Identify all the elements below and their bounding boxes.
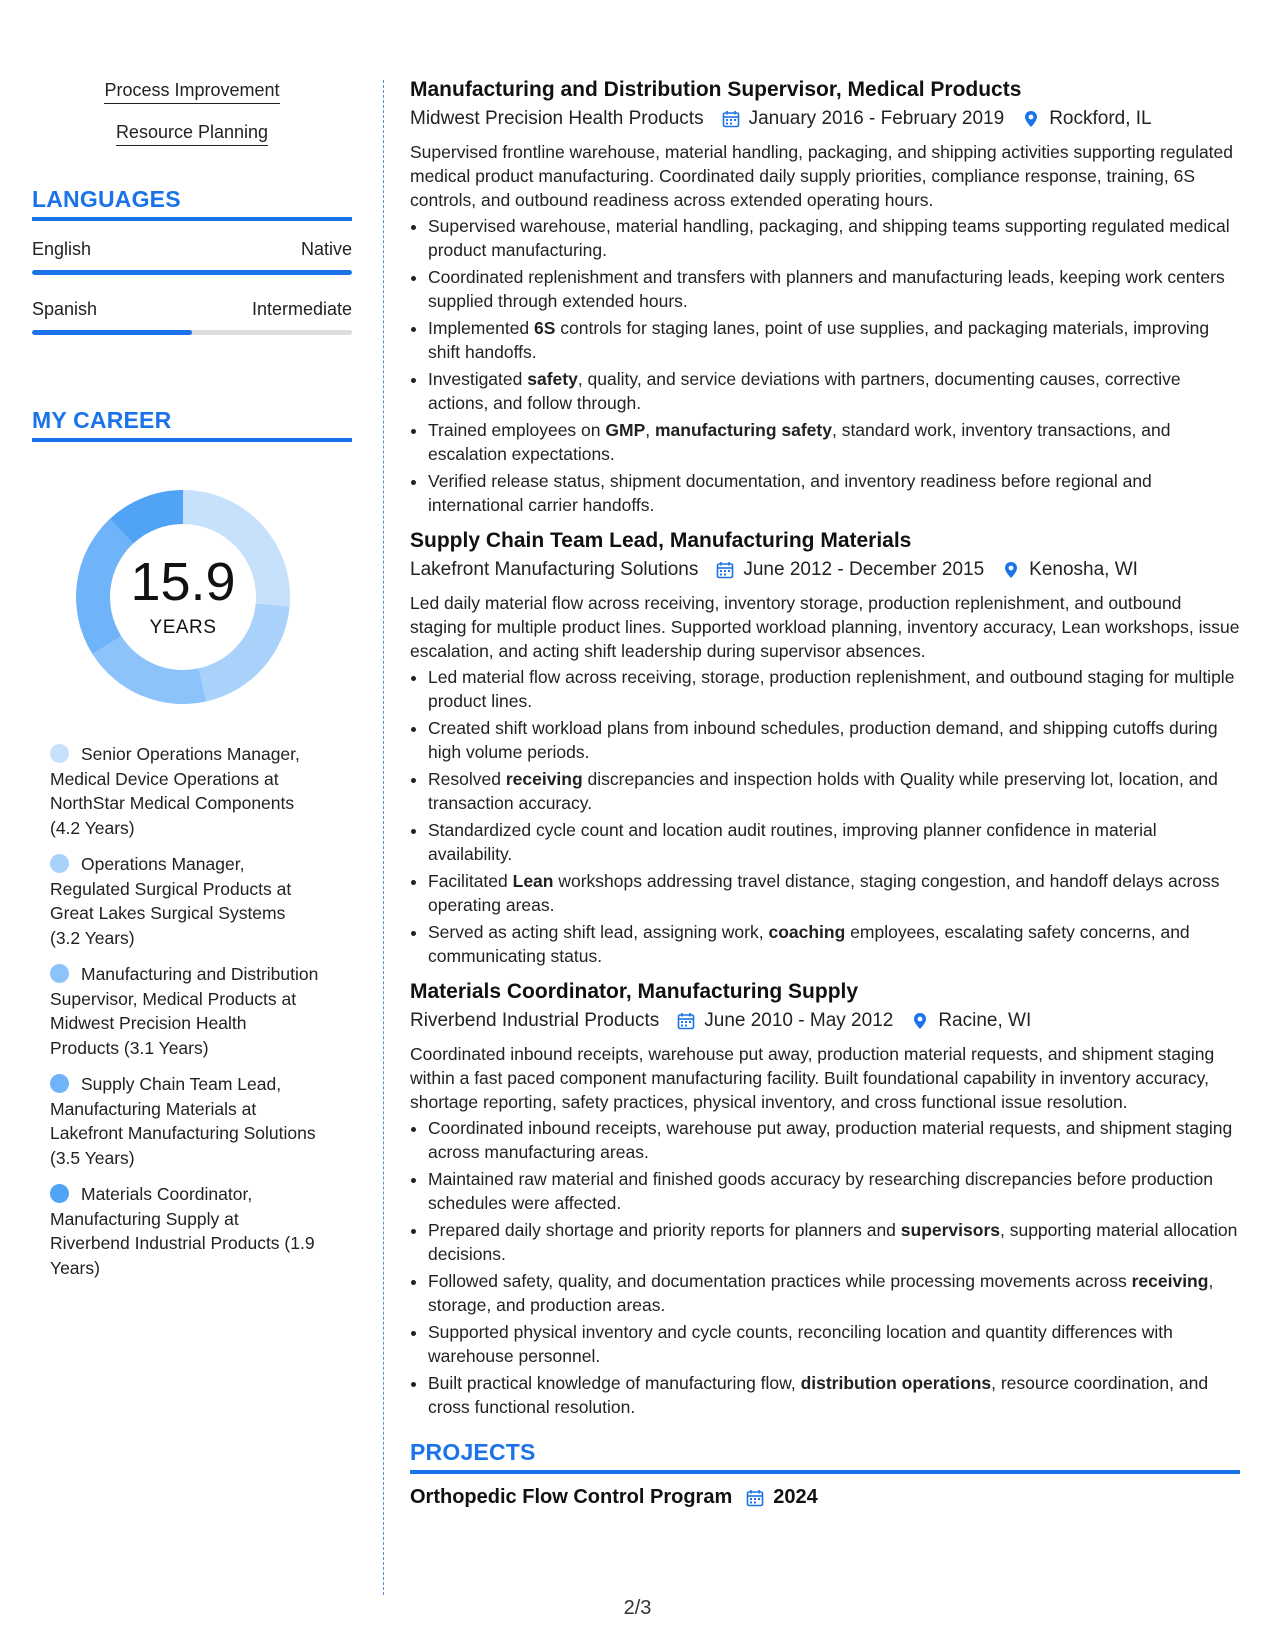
job-bullets xyxy=(410,1116,1240,1419)
job-title: Materials Coordinator, Manufacturing Supply xyxy=(410,980,859,1003)
skills-list xyxy=(32,80,352,146)
job-bullet: • Led material flow across receiving, storage, production replenishment, and outbound staging for multiple product lines. xyxy=(428,665,1240,713)
language-level: Native xyxy=(300,239,352,259)
career-donut-chart xyxy=(68,482,298,712)
bullet-keyword: 6S xyxy=(534,318,556,338)
bullet-keyword: supervisors xyxy=(900,1220,1000,1240)
projects-section xyxy=(410,1439,1240,1509)
job-meta xyxy=(410,108,1240,130)
project-year: 2024 xyxy=(773,1486,818,1508)
job-title: Manufacturing and Distribution Supervisor, Medical Products xyxy=(410,78,1022,101)
map-pin-icon xyxy=(1002,561,1020,579)
career-legend-item xyxy=(50,1072,320,1170)
job-meta xyxy=(410,1010,1240,1032)
legend-dot xyxy=(50,854,69,873)
career-section xyxy=(32,407,352,1280)
main-content xyxy=(410,78,1240,1509)
calendar-icon xyxy=(716,561,734,579)
experience-item xyxy=(410,980,1240,1419)
legend-label: Supply Chain Team Lead, Manufacturing Materials at Lakefront Manufacturing Solutions (3.5 Years) xyxy=(50,1074,316,1168)
legend-dot xyxy=(50,1184,69,1203)
legend-label: Senior Operations Manager, Medical Device Operations at NorthStar Medical Components (4.2 Years) xyxy=(50,744,300,838)
job-bullets xyxy=(410,214,1240,517)
job-bullet: • Investigated safety, quality, and service deviations with partners, documenting causes, corrective actions, and follow through. xyxy=(428,367,1240,415)
sidebar xyxy=(32,80,352,1292)
career-total xyxy=(68,482,298,712)
languages-section xyxy=(32,186,352,335)
career-total-value: 15.9 xyxy=(130,552,236,612)
page-number: 2/3 xyxy=(623,1597,652,1619)
project-name: Orthopedic Flow Control Program xyxy=(410,1486,733,1508)
map-pin-icon xyxy=(1022,110,1040,128)
legend-dot xyxy=(50,964,69,983)
job-location: Rockford, IL xyxy=(1049,108,1152,129)
job-title: Supply Chain Team Lead, Manufacturing Materials xyxy=(410,529,912,552)
job-bullet: • Served as acting shift lead, assigning work, coaching employees, escalating safety concerns, and communicating status. xyxy=(428,920,1240,968)
skill-label: Process Improvement xyxy=(104,80,279,104)
language-proficiency-fill xyxy=(32,270,352,275)
job-bullet: • Followed safety, quality, and documentation practices while processing movements across receiving, storage, and production areas. xyxy=(428,1269,1240,1317)
experience-list xyxy=(410,78,1240,1419)
company-name: Riverbend Industrial Products xyxy=(410,1010,660,1031)
languages-title: LANGUAGES xyxy=(32,186,352,221)
legend-dot xyxy=(50,744,69,763)
calendar-icon xyxy=(722,110,740,128)
job-bullet: • Verified release status, shipment documentation, and inventory readiness before regional and international carrier handoffs. xyxy=(428,469,1240,517)
career-legend-item xyxy=(50,1182,320,1280)
career-legend-item xyxy=(50,852,320,950)
skill-item xyxy=(32,80,352,104)
job-description: Supervised frontline warehouse, material handling, packaging, and shipping activities supporting regulated medical product manufacturing. Coordinated daily supply priorities, compliance response, training, 6S controls, and outbound readiness across extended operating hours. xyxy=(410,142,1234,210)
legend-dot xyxy=(50,1074,69,1093)
bullet-keyword: receiving xyxy=(1131,1271,1209,1291)
project-item xyxy=(410,1486,1240,1509)
career-legend-item xyxy=(50,962,320,1060)
company-name: Lakefront Manufacturing Solutions xyxy=(410,559,699,580)
bullet-keyword: manufacturing safety xyxy=(654,420,832,440)
skill-label: Resource Planning xyxy=(116,122,268,146)
bullet-keyword: Lean xyxy=(512,871,554,891)
bullet-keyword: coaching xyxy=(768,922,846,942)
job-description: Coordinated inbound receipts, warehouse put away, production material requests, and shipment staging within a fast paced component manufacturing facility. Built foundational capability in inventory accuracy, shortage reporting, safety practices, physical inventory, and cross functional issue resolution. xyxy=(410,1044,1215,1112)
language-level: Intermediate xyxy=(251,299,352,319)
language-name: English xyxy=(32,239,92,259)
map-pin-icon xyxy=(911,1012,929,1030)
experience-item xyxy=(410,78,1240,517)
career-total-unit: YEARS xyxy=(149,617,217,638)
projects-title: PROJECTS xyxy=(410,1439,1240,1474)
job-bullet: • Supervised warehouse, material handling, packaging, and shipping teams supporting regulated medical product manufacturing. xyxy=(428,214,1240,262)
legend-label: Operations Manager, Regulated Surgical Products at Great Lakes Surgical Systems (3.2 Years) xyxy=(50,854,292,948)
calendar-icon xyxy=(746,1489,764,1507)
skill-item xyxy=(32,122,352,146)
job-location: Kenosha, WI xyxy=(1029,559,1138,580)
job-bullet: • Maintained raw material and finished goods accuracy by researching discrepancies before production schedules were affected. xyxy=(428,1167,1240,1215)
job-bullet: • Supported physical inventory and cycle counts, reconciling location and quantity differences with warehouse personnel. xyxy=(428,1320,1240,1368)
bullet-keyword: distribution operations xyxy=(800,1373,992,1393)
job-dates: June 2012 - December 2015 xyxy=(743,559,985,580)
language-proficiency-bar xyxy=(32,330,352,335)
job-location: Racine, WI xyxy=(938,1010,1032,1031)
job-dates: June 2010 - May 2012 xyxy=(704,1010,894,1031)
career-legend xyxy=(32,742,352,1280)
column-divider xyxy=(383,80,384,1595)
job-dates: January 2016 - February 2019 xyxy=(748,108,1005,129)
job-bullet: • Created shift workload plans from inbound schedules, production demand, and shipping cutoffs during high volume periods. xyxy=(428,716,1240,764)
legend-label: Manufacturing and Distribution Supervisor, Medical Products at Midwest Precision Health Products (3.1 Years) xyxy=(50,964,319,1058)
job-bullet: • Resolved receiving discrepancies and inspection holds with Quality while preserving lot, location, and transaction accuracy. xyxy=(428,767,1240,815)
bullet-keyword: safety xyxy=(527,369,578,389)
career-legend-item xyxy=(50,742,320,840)
calendar-icon xyxy=(677,1012,695,1030)
language-proficiency-bar xyxy=(32,270,352,275)
language-proficiency-fill xyxy=(32,330,192,335)
bullet-keyword: GMP xyxy=(605,420,646,440)
job-bullet: • Coordinated inbound receipts, warehouse put away, production material requests, and shipment staging across manufacturing areas. xyxy=(428,1116,1240,1164)
job-bullet: • Facilitated Lean workshops addressing travel distance, staging congestion, and handoff delays across operating areas. xyxy=(428,869,1240,917)
career-title: MY CAREER xyxy=(32,407,352,442)
job-bullet: • Prepared daily shortage and priority reports for planners and supervisors, supporting material allocation decisions. xyxy=(428,1218,1240,1266)
legend-label: Materials Coordinator, Manufacturing Supply at Riverbend Industrial Products (1.9 Years) xyxy=(50,1184,315,1278)
company-name: Midwest Precision Health Products xyxy=(410,108,704,129)
job-bullets xyxy=(410,665,1240,968)
job-bullet: • Implemented 6S controls for staging lanes, point of use supplies, and packaging materials, improving shift handoffs. xyxy=(428,316,1240,364)
job-bullet: • Standardized cycle count and location audit routines, improving planner confidence in material availability. xyxy=(428,818,1240,866)
experience-item xyxy=(410,529,1240,968)
job-meta xyxy=(410,559,1240,581)
job-bullet: • Trained employees on GMP, manufacturing safety, standard work, inventory transactions, and escalation expectations. xyxy=(428,418,1240,466)
job-bullet: • Built practical knowledge of manufacturing flow, distribution operations, resource coordination, and cross functional resolution. xyxy=(428,1371,1240,1419)
job-description: Led daily material flow across receiving, inventory storage, production replenishment, and outbound staging for multiple product lines. Supported workload planning, inventory accuracy, Lean workshops, issue escalation, and acting shift leadership during supervisor absences. xyxy=(410,593,1240,661)
language-item xyxy=(32,239,352,275)
language-name: Spanish xyxy=(32,299,98,319)
language-item xyxy=(32,299,352,335)
bullet-keyword: receiving xyxy=(505,769,583,789)
job-bullet: • Coordinated replenishment and transfers with planners and manufacturing leads, keeping work centers supplied through extended hours. xyxy=(428,265,1240,313)
